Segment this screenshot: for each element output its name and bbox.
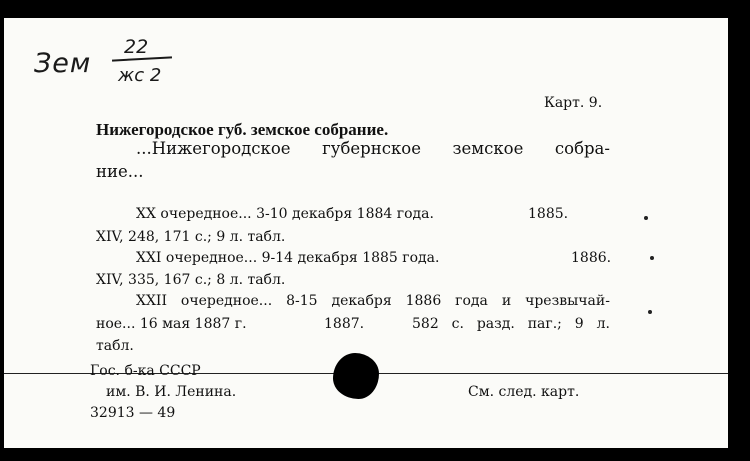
handwritten-shelf-mark: Зем bbox=[34, 48, 92, 79]
entry-word: разд. bbox=[476, 316, 515, 332]
entry-word: паг.; bbox=[527, 316, 562, 332]
entry-word: 582 bbox=[412, 316, 439, 332]
entry-3-line-2 bbox=[96, 317, 247, 331]
entry-word: года. bbox=[396, 206, 434, 222]
entry-word: 3-10 bbox=[256, 206, 288, 222]
entry-word: 9 bbox=[574, 316, 584, 332]
entry-2-year: 1886. bbox=[571, 250, 612, 266]
entry-word: и bbox=[501, 293, 512, 309]
ink-blot bbox=[333, 353, 379, 399]
handwritten-fraction-bar bbox=[112, 56, 172, 61]
title-word: земское bbox=[452, 139, 524, 158]
title-word: ...Нижегородское bbox=[136, 139, 291, 158]
entry-word: 1884 bbox=[356, 206, 393, 222]
library-name: им. В. И. Ленина. bbox=[106, 384, 237, 400]
entry-word: мая bbox=[162, 316, 191, 332]
entry-3-line-1 bbox=[136, 294, 610, 308]
catalog-card bbox=[4, 18, 728, 448]
entry-word: с. bbox=[451, 316, 464, 332]
entry-word: очередное... bbox=[160, 206, 252, 222]
entry-word: декабря bbox=[297, 250, 358, 266]
title-word: губернское bbox=[322, 139, 421, 158]
entry-word: XX bbox=[136, 206, 156, 222]
entry-word: очередное... bbox=[165, 250, 258, 266]
title-line-2: ние... bbox=[96, 162, 144, 181]
entry-word: года. bbox=[402, 250, 440, 266]
entry-word: л. bbox=[596, 316, 610, 332]
entry-word: чрезвычай- bbox=[525, 293, 610, 309]
entry-word: ное... bbox=[96, 316, 136, 332]
entry-3-line-3: табл. bbox=[96, 338, 134, 354]
entry-word: 9-14 bbox=[261, 250, 294, 266]
entry-1-line-2: XIV, 248, 171 с.; 9 л. табл. bbox=[96, 229, 286, 245]
entry-word: 1887 bbox=[194, 316, 231, 332]
entry-word: года bbox=[455, 293, 488, 309]
heading: Нижегородское губ. земское собрание. bbox=[96, 120, 389, 139]
speck bbox=[648, 310, 652, 314]
entry-word: XXII bbox=[136, 293, 167, 309]
entry-2-line-2: XIV, 335, 167 с.; 8 л. табл. bbox=[96, 272, 286, 288]
inventory-code: 32913 — 49 bbox=[90, 405, 176, 421]
entry-word: 1886 bbox=[405, 293, 442, 309]
entry-word: 8-15 bbox=[286, 293, 318, 309]
speck bbox=[644, 216, 648, 220]
entry-word: XXI bbox=[136, 250, 162, 266]
library-stamp: Гос. б-ка СССР bbox=[90, 363, 201, 379]
entry-word: очередное... bbox=[180, 293, 273, 309]
title-line-1 bbox=[136, 141, 610, 158]
entry-word: декабря bbox=[291, 206, 353, 222]
card-number: Карт. 9. bbox=[544, 95, 603, 111]
entry-word: 16 bbox=[139, 316, 158, 332]
speck bbox=[650, 256, 654, 260]
entry-3-pagination bbox=[412, 317, 610, 331]
entry-word: декабря bbox=[331, 293, 392, 309]
see-next-card: См. след. карт. bbox=[468, 384, 580, 400]
entry-1-year: 1885. bbox=[528, 206, 569, 222]
entry-word: г. bbox=[234, 316, 247, 332]
handwritten-fraction-top: 22 bbox=[124, 36, 149, 58]
entry-2-line-1 bbox=[136, 251, 439, 265]
handwritten-fraction-bottom: жс 2 bbox=[118, 65, 162, 86]
title-word: собра- bbox=[554, 139, 610, 158]
entry-3-year: 1887. bbox=[324, 316, 365, 332]
entry-1-line-1 bbox=[136, 207, 434, 221]
entry-word: 1885 bbox=[362, 250, 398, 266]
